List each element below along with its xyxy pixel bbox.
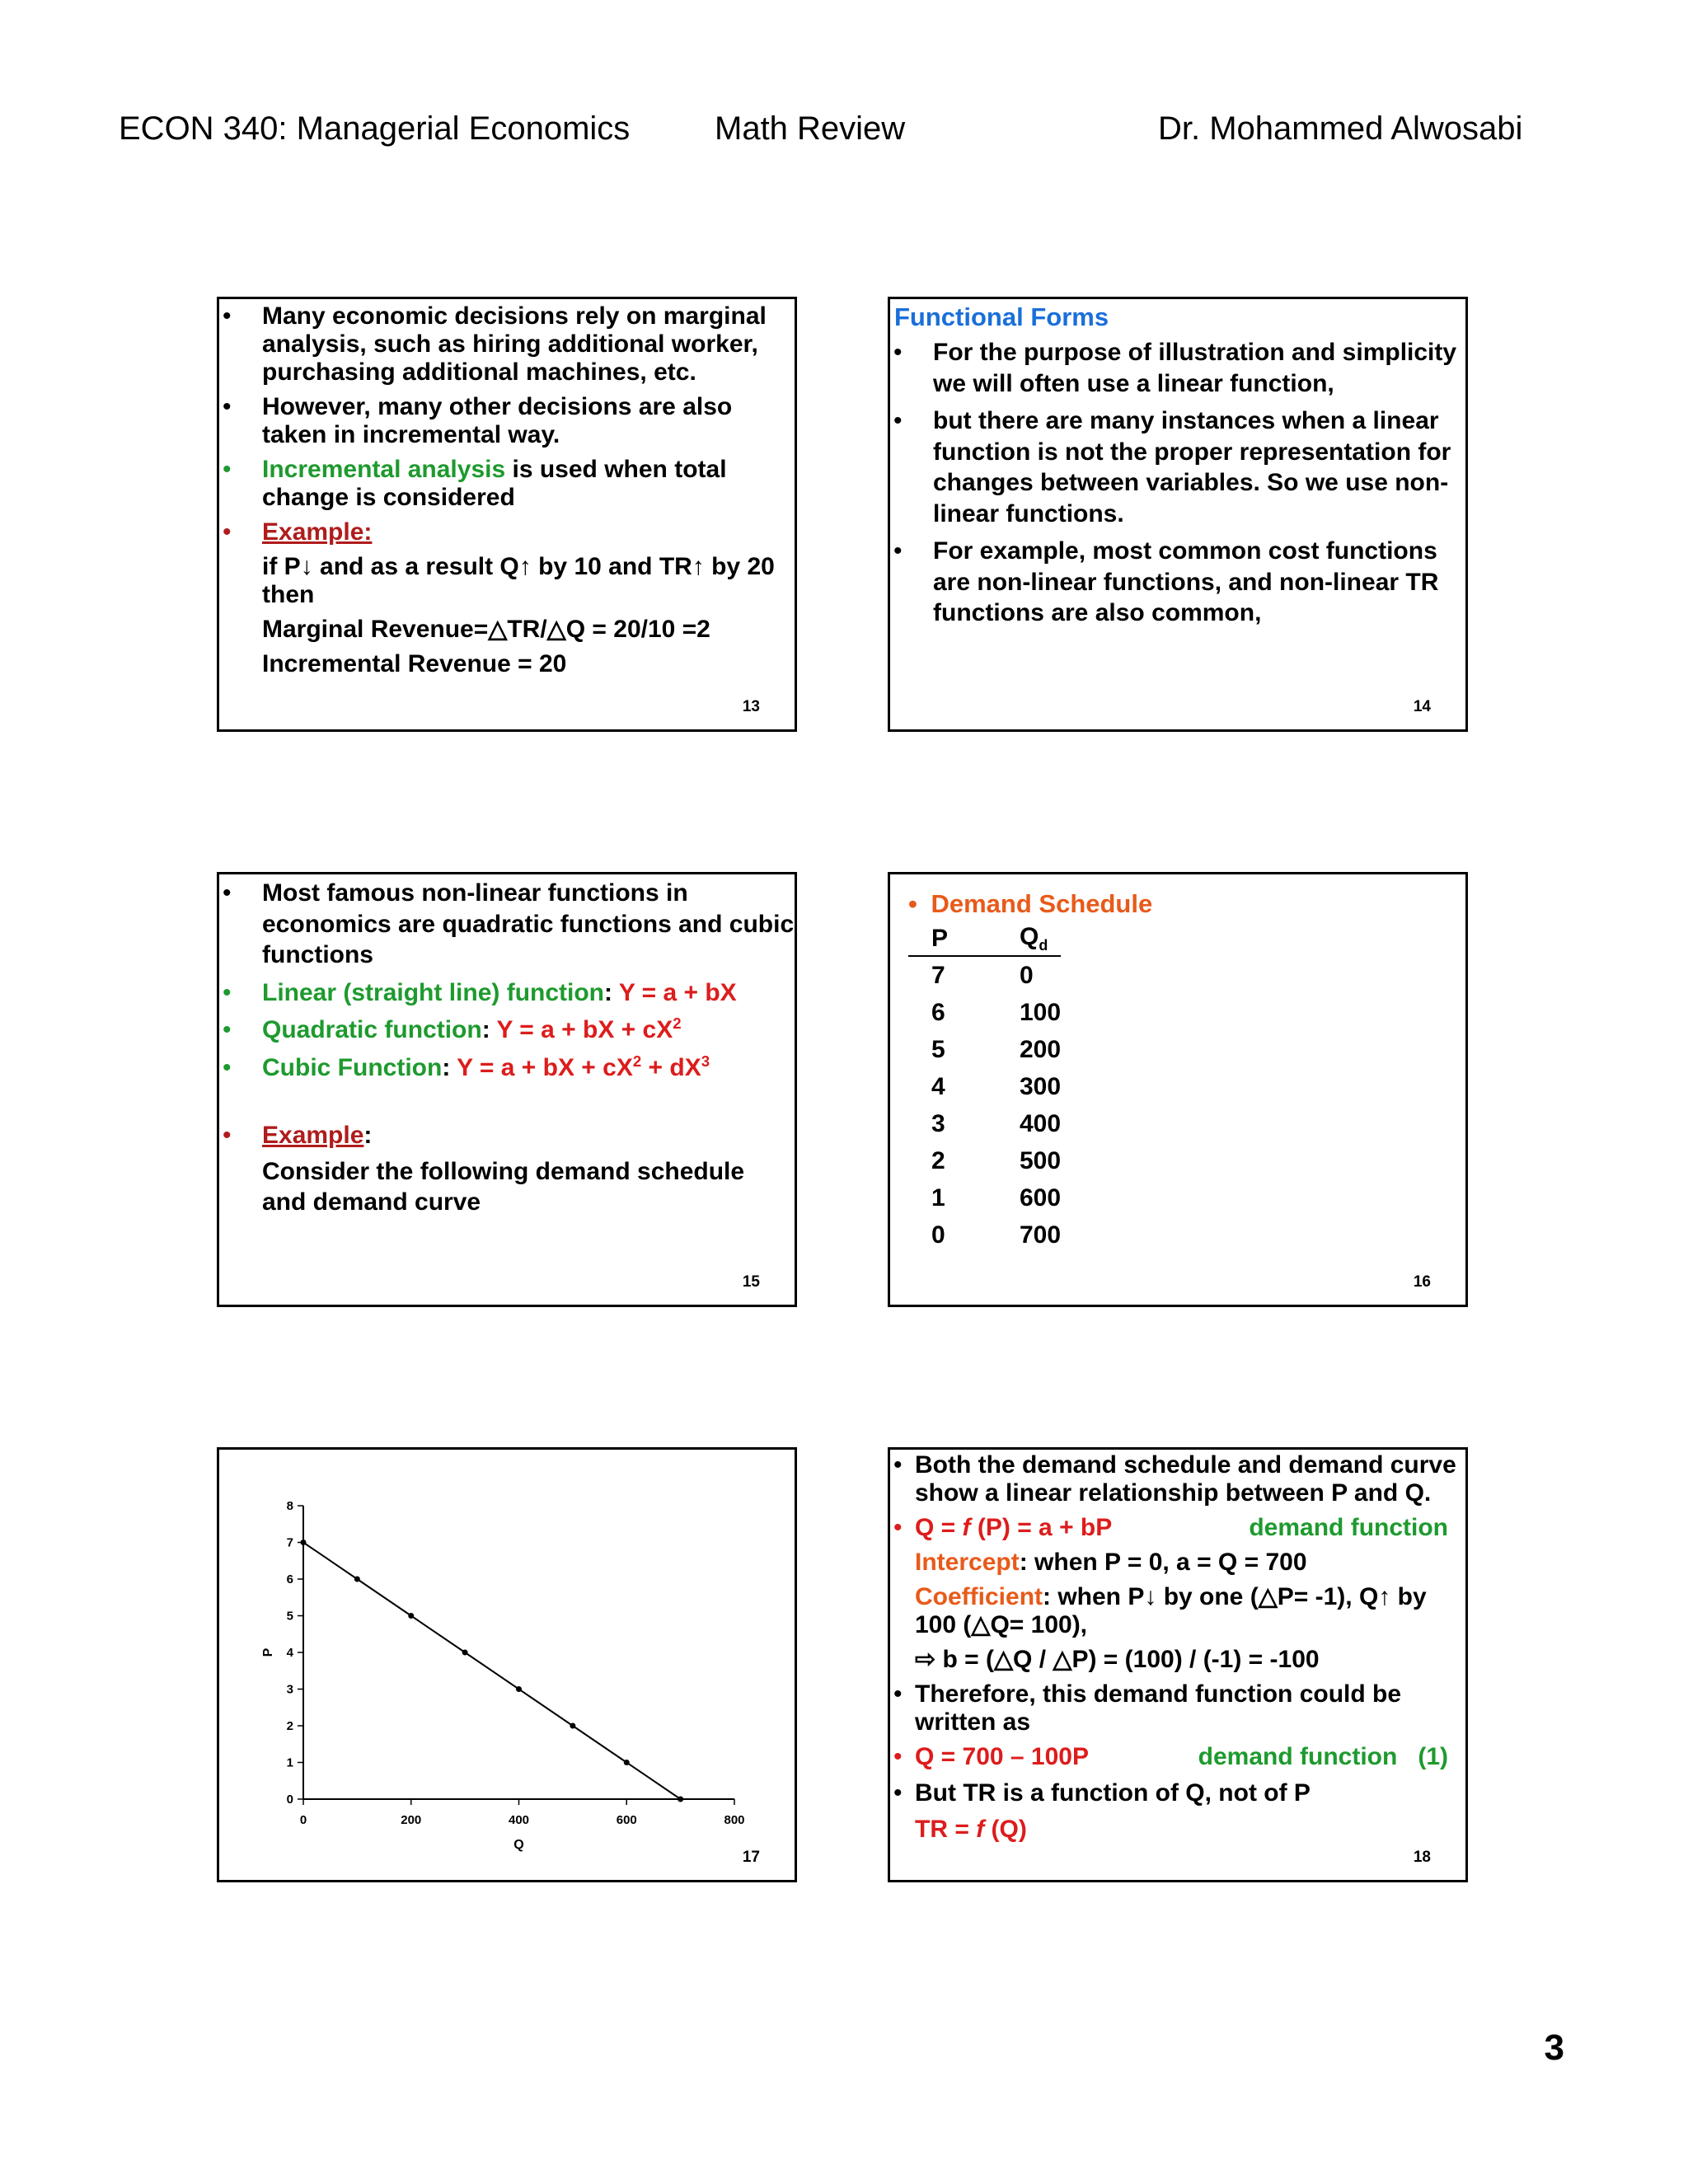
- table-row: [908, 1216, 1061, 1254]
- y-tick-label: 5: [286, 1609, 293, 1624]
- quantity-cell: 0: [1020, 961, 1034, 989]
- bullet: • Both the demand schedule and demand curve show a linear relationship between P and Q.: [893, 1451, 1456, 1507]
- example-line: if P↓ and as a result Q↑ by 10 and TR↑ by 20 then: [262, 553, 775, 608]
- quantity-cell: 500: [1020, 1146, 1062, 1174]
- table-row: [908, 1031, 1061, 1068]
- slide-title: Functional Forms: [894, 302, 1109, 331]
- slide-13: [217, 297, 797, 732]
- quantity-cell: 400: [1020, 1109, 1062, 1137]
- y-tick-label: 2: [286, 1719, 293, 1733]
- price-cell: 5: [931, 1035, 945, 1063]
- x-tick-label: 200: [401, 1813, 422, 1827]
- bullet: • But TR is a function of Q, not of P: [893, 1779, 1311, 1807]
- course-title: ECON 340: Managerial Economics: [119, 110, 631, 147]
- tr-function: TR = f (Q): [915, 1816, 1027, 1843]
- data-point: [462, 1650, 468, 1656]
- table-row: [908, 1179, 1061, 1216]
- data-point: [624, 1760, 630, 1765]
- slide-number: 17: [742, 1849, 760, 1866]
- example-line: Marginal Revenue=△TR/△Q = 20/10 =2: [262, 616, 710, 643]
- x-tick-label: 800: [724, 1813, 745, 1827]
- demand-curve-chart: [219, 1450, 795, 1880]
- bullet: • Quadratic function: Y = a + bX + $cX^2$: [223, 1015, 682, 1043]
- bullet: • Most famous non-linear functions in economics are quadratic functions and cubic functions: [223, 879, 795, 968]
- bullet: • Incremental analysis is used when total change is considered: [223, 456, 727, 511]
- table-row: [908, 1142, 1061, 1179]
- bullet: • Q = f (P) = a + bP demand function: [893, 1514, 1448, 1541]
- instructor-name: Dr. Mohammed Alwosabi: [1158, 110, 1523, 147]
- y-tick-label: 6: [286, 1572, 293, 1586]
- data-point: [570, 1723, 575, 1729]
- y-tick-label: 4: [286, 1646, 293, 1660]
- x-axis-label: Q: [513, 1838, 524, 1852]
- y-tick-label: 3: [286, 1682, 293, 1697]
- data-point: [516, 1686, 522, 1692]
- y-tick-label: 1: [286, 1755, 293, 1770]
- bullet: • For the purpose of illustration and simplicity we will often use a linear function,: [893, 339, 1457, 397]
- slide-number: 18: [1413, 1849, 1431, 1866]
- slide-number: 15: [742, 1273, 760, 1291]
- slide-title: • Demand Schedule: [908, 889, 1153, 918]
- bullet: • Cubic Function: Y = a + bX + $cX^2 + dX^3$: [223, 1052, 710, 1081]
- y-tick-label: 8: [286, 1499, 293, 1513]
- data-point: [301, 1540, 307, 1545]
- page-number: 3: [1544, 2027, 1564, 2068]
- slide-18-bullets-2: [890, 1680, 1465, 1807]
- intercept-line: Intercept: when P = 0, a = Q = 700: [915, 1549, 1307, 1576]
- example-label: Example: [262, 1122, 364, 1149]
- table-row: [908, 1068, 1061, 1105]
- column-header-qd: $Q_d$: [1020, 922, 1061, 956]
- x-tick-label: 400: [508, 1813, 530, 1827]
- x-tick-label: 0: [299, 1813, 307, 1827]
- slide-13-bullets: [219, 302, 795, 546]
- bullet: • Q = 700 – 100P demand function (1): [893, 1743, 1448, 1770]
- demand-curve-line: [303, 1543, 681, 1800]
- coefficient-line: Coefficient: when P↓ by one (△P= -1), Q↑ by 100 (△Q= 100),: [915, 1583, 1427, 1638]
- bullet: • Example:: [223, 1122, 373, 1149]
- slide-16: [888, 872, 1468, 1307]
- bullet: • Linear (straight line) function: Y = a + bX: [223, 978, 737, 1006]
- price-cell: 7: [931, 961, 945, 989]
- price-cell: 6: [931, 998, 945, 1026]
- example-label: Example:: [262, 518, 373, 546]
- bullet: • However, many other decisions are also taken in incremental way.: [223, 393, 733, 448]
- data-point: [354, 1577, 360, 1582]
- slide-17: [217, 1447, 797, 1882]
- quantity-cell: 100: [1020, 998, 1062, 1026]
- column-header-p: P: [908, 922, 1020, 956]
- example-text: Consider the following demand schedule and demand curve: [262, 1157, 745, 1216]
- slide-15: [217, 872, 797, 1307]
- term-incremental-analysis: Incremental analysis: [262, 456, 506, 483]
- topic-title: Math Review: [715, 110, 906, 147]
- table-row: [908, 1105, 1061, 1142]
- table-header-row: [908, 922, 1061, 956]
- y-tick-label: 0: [286, 1793, 293, 1807]
- quantity-cell: 200: [1020, 1035, 1062, 1063]
- price-cell: 2: [931, 1146, 945, 1174]
- slope-line: ⇨ b = (△Q / △P) = (100) / (-1) = -100: [915, 1646, 1320, 1673]
- slide-18: [888, 1447, 1468, 1882]
- y-tick-label: 7: [286, 1535, 293, 1550]
- price-cell: 1: [931, 1183, 945, 1212]
- bullet: • but there are many instances when a linear function is not the proper representation for changes between variables. So we use non-linear functions.: [893, 407, 1451, 527]
- price-cell: 0: [931, 1221, 945, 1249]
- bullet: • Example:: [223, 518, 373, 546]
- quantity-cell: 600: [1020, 1183, 1062, 1212]
- price-cell: 4: [931, 1072, 945, 1100]
- bullet: • For example, most common cost functions are non-linear functions, and non-linear TR functions are also common,: [893, 537, 1439, 626]
- slide-number: 14: [1413, 698, 1431, 715]
- quantity-cell: 700: [1020, 1221, 1062, 1249]
- data-point: [678, 1797, 683, 1802]
- price-cell: 3: [931, 1109, 945, 1137]
- bullet: • Many economic decisions rely on marginal analysis, such as hiring additional worker, purchasing additional machines, etc.: [223, 302, 767, 386]
- slide-number: 13: [742, 698, 760, 715]
- demand-schedule-table: [908, 922, 1061, 1254]
- slide-18-bullets: [890, 1451, 1465, 1542]
- table-row: [908, 994, 1061, 1031]
- table-row: [908, 956, 1061, 994]
- slide-number: 16: [1413, 1273, 1431, 1291]
- bullet: • Therefore, this demand function could be written as: [893, 1680, 1402, 1736]
- x-tick-label: 600: [616, 1813, 637, 1827]
- quantity-cell: 300: [1020, 1072, 1062, 1100]
- slide-15-bullets: [219, 878, 795, 1151]
- data-point: [408, 1613, 414, 1619]
- y-axis-label: P: [261, 1647, 275, 1657]
- slide-14: [888, 297, 1468, 732]
- example-line: Incremental Revenue = 20: [262, 650, 567, 677]
- slide-14-bullets: [890, 337, 1465, 629]
